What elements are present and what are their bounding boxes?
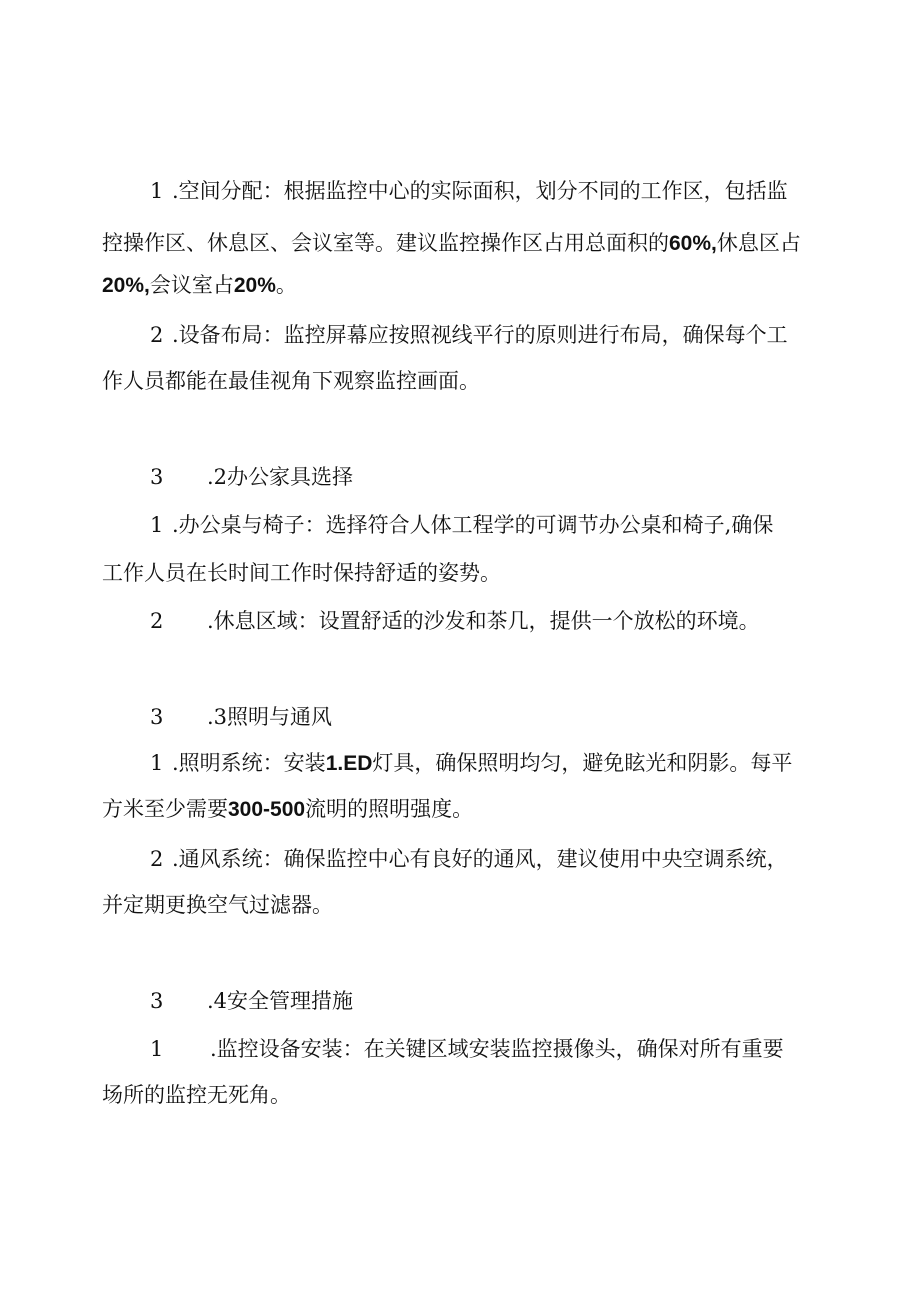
section-number: 3	[150, 705, 164, 729]
paragraph-desk-chair-line-2	[102, 558, 501, 588]
paragraph-space-allocation-line-3	[102, 270, 297, 301]
paragraph-desk-chair-line-1	[150, 510, 773, 540]
paragraph-rest-area	[150, 606, 760, 636]
percent-value: 20%	[233, 274, 276, 297]
text: 场所的监控无死角。	[102, 1083, 291, 1107]
section-heading-3-4	[150, 986, 353, 1016]
list-number: 1	[150, 751, 164, 775]
text: 。	[275, 273, 297, 297]
text: 灯具，确保照明均匀，避免眩光和阴影。每平	[372, 751, 793, 775]
section-heading-3-3	[150, 702, 332, 732]
paragraph-camera-install-line-2	[102, 1080, 291, 1110]
paragraph-equipment-layout-line-2	[102, 366, 480, 396]
paragraph-equipment-layout-line-1	[150, 320, 788, 350]
list-number: 2	[150, 323, 164, 347]
text: 控操作区、休息区、会议室等。建议监控操作区占用总面积的	[102, 231, 669, 255]
text: .照明系统：安装	[172, 751, 326, 775]
paragraph-space-allocation-line-2	[102, 228, 801, 259]
text: 并定期更换空气过滤器。	[102, 893, 333, 917]
text: .休息区域：设置舒适的沙发和茶几，提供一个放松的环境。	[207, 609, 760, 633]
section-number: 3	[150, 989, 164, 1013]
text: .通风系统：确保监控中心有良好的通风，建议使用中央空调系统，	[172, 847, 788, 871]
led-text: 1.ED	[325, 752, 373, 775]
text: .设备布局：监控屏幕应按照视线平行的原则进行布局，确保每个工	[172, 323, 788, 347]
text: .办公桌与椅子：选择符合人体工程学的可调节办公桌和椅子,确保	[172, 513, 774, 537]
list-number: 1	[150, 1037, 164, 1061]
paragraph-lighting-line-1	[150, 748, 792, 779]
text: 方米至少需要	[102, 797, 228, 821]
text: 流明的照明强度。	[305, 797, 474, 821]
list-number: 2	[150, 847, 164, 871]
paragraph-ventilation-line-2	[102, 890, 333, 920]
list-number: 1	[150, 179, 164, 203]
text: .空间分配：根据监控中心的实际面积，划分不同的工作区，包括监	[172, 179, 788, 203]
list-number: 1	[150, 513, 164, 537]
section-number: 3	[150, 465, 164, 489]
text: .监控设备安装：在关键区域安装监控摄像头，确保对所有重要	[210, 1037, 784, 1061]
section-title: .2办公家具选择	[207, 465, 354, 489]
percent-value: 20%,	[102, 274, 150, 297]
list-number: 2	[150, 609, 164, 633]
paragraph-space-allocation-line-1	[150, 176, 788, 206]
text: 休息区占	[716, 231, 801, 255]
paragraph-camera-install-line-1	[150, 1034, 784, 1064]
percent-value: 60%,	[669, 232, 717, 255]
text: 会议室占	[149, 273, 234, 297]
text: 作人员都能在最佳视角下观察监控画面。	[102, 369, 480, 393]
lumen-range: 300-500	[228, 798, 306, 821]
section-heading-3-2	[150, 462, 353, 492]
paragraph-lighting-line-2	[102, 794, 473, 825]
paragraph-ventilation-line-1	[150, 844, 788, 874]
text: 工作人员在长时间工作时保持舒适的姿势。	[102, 561, 501, 585]
section-title: .3照明与通风	[207, 705, 333, 729]
section-title: .4安全管理措施	[207, 989, 354, 1013]
